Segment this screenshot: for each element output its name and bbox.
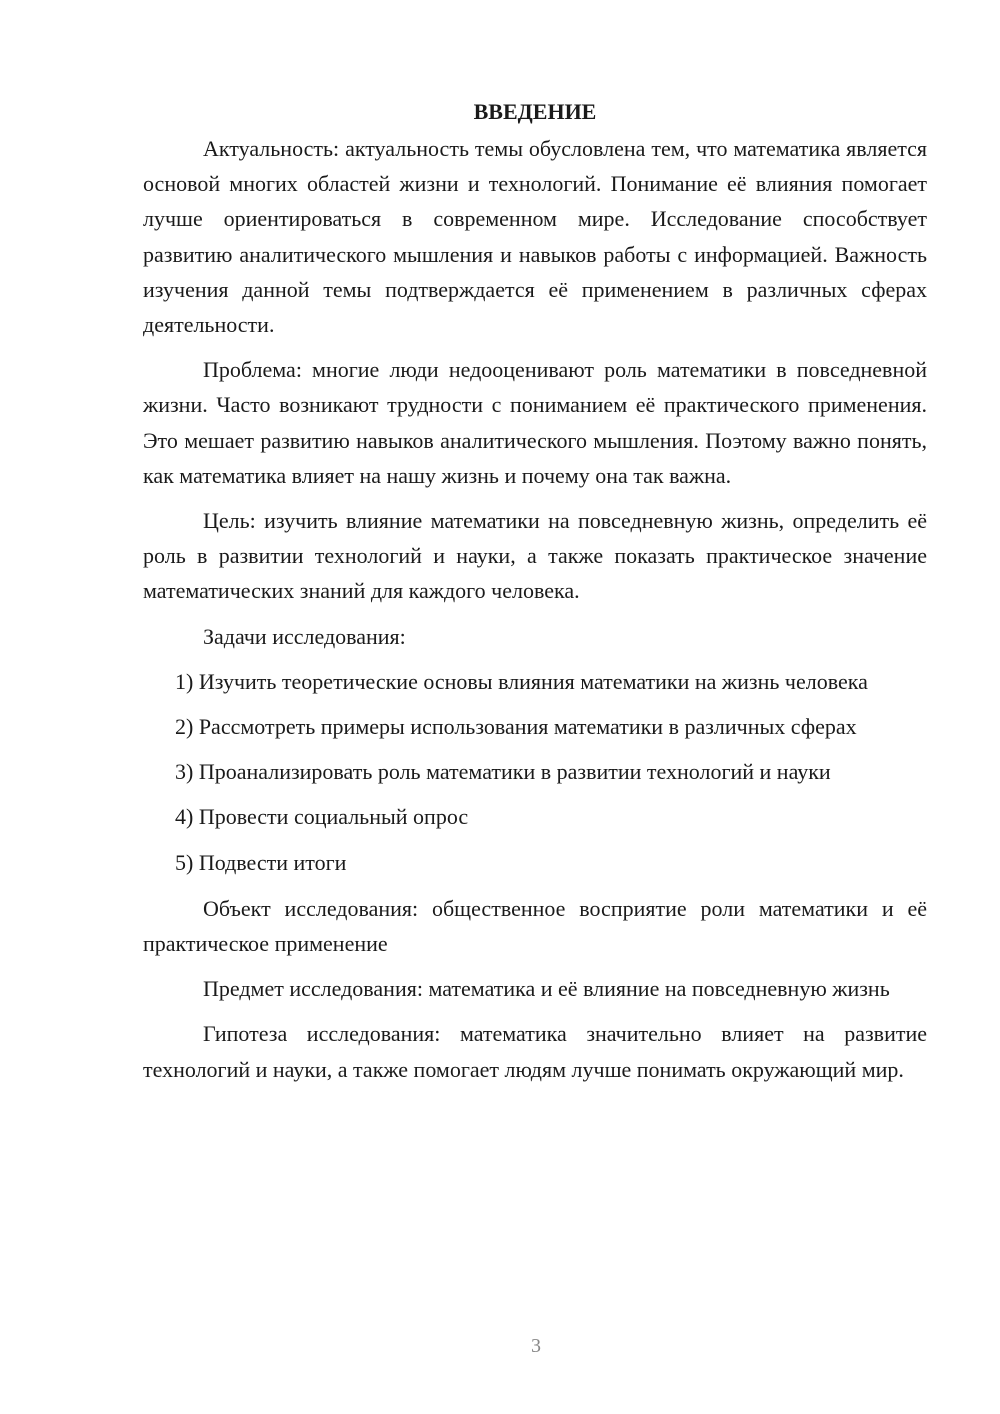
object-paragraph: Объект исследования: общественное восприятие роли математики и её практическое применение xyxy=(143,895,927,957)
task-item-1: 1) Изучить теоретические основы влияния математики на жизнь человека xyxy=(175,668,868,694)
hypothesis-paragraph: Гипотеза исследования: математика значительно влияет на развитие технологий и науки, а также помогает людям лучше понимать окружающий мир. xyxy=(143,1021,927,1082)
page-content xyxy=(143,94,927,1097)
page-title: ВВЕДЕНИЕ xyxy=(473,99,597,124)
task-item-3: 3) Проанализировать роль математики в развитии технологий и науки xyxy=(175,759,831,785)
tasks-heading: Задачи исследования: xyxy=(203,623,406,649)
problem-paragraph: Проблема: многие люди недооценивают роль математики в повседневной жизни. Часто возникают трудности с пониманием её практического применения. Это мешает развитию навыков аналитического мышления. Поэтому важно понять, как математика влияет на нашу жизнь и почему она так важна. xyxy=(143,357,927,488)
task-item-2: 2) Рассмотреть примеры использования математики в различных сферах xyxy=(175,714,857,740)
page-number: 3 xyxy=(531,1335,541,1357)
task-item-4: 4) Провести социальный опрос xyxy=(175,804,469,830)
task-item-5: 5) Подвести итоги xyxy=(175,849,347,875)
relevance-paragraph: Актуальность: актуальность темы обусловлена тем, что математика является основой многих областей жизни и технологий. Понимание её влияния помогает лучше ориентироваться в современном мире. Исследование способствует развитию аналитического мышления и навыков работы с информацией. Важность изучения данной темы подтверждается её применением в различных сферах деятельности. xyxy=(143,136,927,338)
subject-paragraph: Предмет исследования: математика и её влияние на повседневную жизнь xyxy=(203,976,890,1002)
goal-paragraph: Цель: изучить влияние математики на повседневную жизнь, определить её роль в развитии технологий и науки, а также показать практическое значение математических знаний для каждого человека. xyxy=(143,508,927,604)
